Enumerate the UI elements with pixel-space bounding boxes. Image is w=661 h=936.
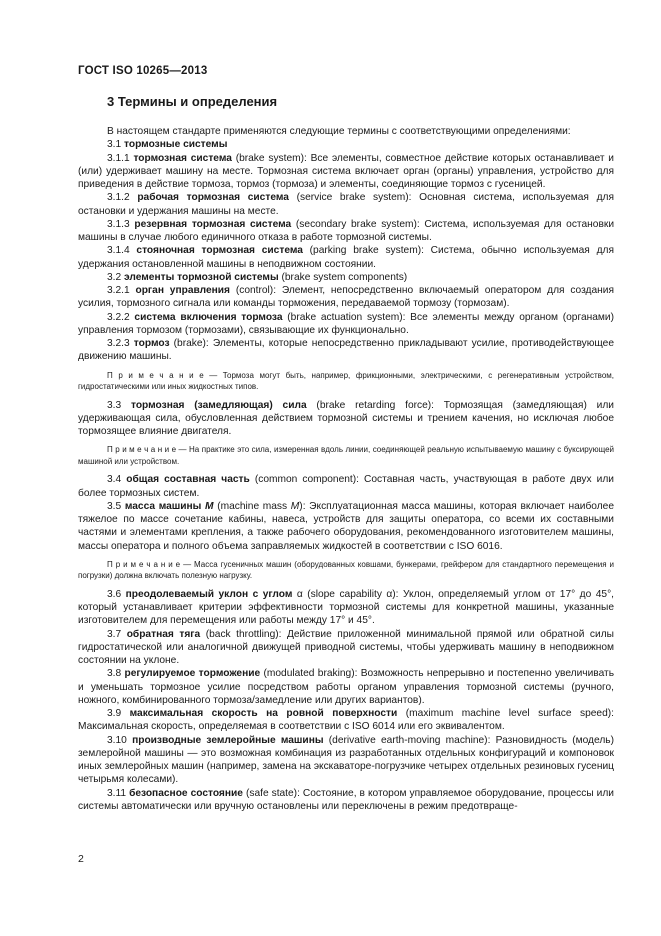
clause-text: (parking brake system): Система, обычно используемая для удержания остановленной машины в неподвижном состоянии. xyxy=(78,245,614,270)
clause-text: (safe state): Состояние, в котором управляемое оборудование, процессы или системы автоматически или вручную остановлены или переключены в режим предотвраще- xyxy=(78,787,614,812)
section-title: 3 Термины и определения xyxy=(107,94,278,109)
document-body xyxy=(78,125,614,813)
clause-3-5 xyxy=(78,500,614,553)
clause-3-4 xyxy=(78,473,614,500)
clause-term: общая составная часть xyxy=(126,474,250,486)
clause-term: рабочая тормозная система xyxy=(137,192,289,204)
clause-text: (brake actuation system): Все элементы между органом (органами) управления тормозом (тормозами), связывающие их функционально. xyxy=(78,311,614,336)
clause-3-1-3 xyxy=(78,218,614,245)
clause-3-2-2 xyxy=(78,311,614,338)
clause-text: (derivative earth-moving machine): Разновидность (модель) землеройной машины — это возможная комбинация из разработанных отдельных конфигураций и компоновок иных землеройных машин (например, замена на экскаваторе-погрузчике четырех отдельных резиновых гусениц четырьмя колесами). xyxy=(78,734,614,786)
alpha-symbol: α xyxy=(296,588,303,600)
clause-3-1-1 xyxy=(78,152,614,192)
clause-term: резервная тормозная система xyxy=(134,218,292,230)
clause-text: (secondary brake system): Система, используемая для остановки машины в случае любого единичного отказа в работе тормозной системы. xyxy=(78,218,615,243)
clause-number: 3.6 xyxy=(107,588,126,600)
clause-text: (brake system): Все элементы, совместное действие которых останавливает и (или) удерживает машину на месте. Тормозная система включает орган (органы) управления, устройство для приведения в действие тормоза, тормоз (тормоза) и элементы, соединяющие тормоз с гусеницей. xyxy=(78,152,614,190)
document-header: ГОСТ ISO 10265—2013 xyxy=(78,65,208,77)
clause-text: (control): Элемент, непосредственно включаемый оператором для создания усилия, тормозного сигнала или команды торможения, передаваемой тормозу (тормозам). xyxy=(78,285,614,310)
clause-3-6 xyxy=(78,588,614,628)
clause-term: система включения тормоза xyxy=(134,311,283,323)
mass-symbol: M xyxy=(205,500,214,512)
clause-number: 3.10 xyxy=(107,734,133,746)
clause-number: 3.2.1 xyxy=(107,285,136,296)
clause-text: (brake retarding force): Тормозящая (замедляющая) или удерживающая сила, обусловленная действием тормозной системы и трением качения, но исключая любое тормозящее влияние двигателя. xyxy=(78,399,614,437)
clause-number: 3.4 xyxy=(107,474,127,486)
intro-paragraph xyxy=(78,125,614,138)
clause-number: 3.7 xyxy=(107,628,127,640)
clause-text: (maximum machine level surface speed): Максимальная скорость, определяемая в соответствии с ISO 6014 или его эквивалентом. xyxy=(78,708,614,733)
clause-term: орган управления xyxy=(135,285,231,296)
clause-3-11 xyxy=(78,787,614,814)
clause-term: регулируемое торможение xyxy=(124,668,261,680)
mass-symbol: M xyxy=(290,500,300,512)
clause-number: 3.2 xyxy=(107,271,124,283)
clause-term: преодолеваемый уклон с углом xyxy=(125,588,297,600)
clause-text: (service brake system): Основная система, используемая для остановки и удержания машины на месте. xyxy=(78,192,614,217)
clause-term: масса машины xyxy=(124,500,206,512)
clause-number: 3.1 xyxy=(107,139,124,151)
clause-number: 3.9 xyxy=(107,708,130,719)
clause-3-3 xyxy=(78,399,614,439)
clause-number: 3.1.1 xyxy=(107,152,134,164)
clause-3-1-4 xyxy=(78,244,614,271)
clause-term: тормоз xyxy=(133,338,170,349)
clause-number: 3.3 xyxy=(107,399,131,411)
clause-number: 3.2.3 xyxy=(107,338,134,349)
clause-text: (brake system components) xyxy=(278,271,408,283)
clause-term: стояночная тормозная система xyxy=(136,245,303,257)
clause-number: 3.1.4 xyxy=(107,245,137,257)
clause-3-8 xyxy=(78,667,614,707)
page-number: 2 xyxy=(78,853,84,865)
note-3: П р и м е ч а н и е — Масса гусеничных машин (оборудованных ковшами, бункерами, грейфером для стандартного перемещения и погрузки) должна включать полезную нагрузку. xyxy=(78,559,614,581)
clause-3-1-2 xyxy=(78,191,614,218)
intro-text: В настоящем стандарте применяются следующие термины с соответствующими определениями: xyxy=(107,126,571,137)
clause-text: (modulated braking): Возможность непрерывно и постепенно увеличивать и уменьшать тормозное усилие посредством работы органом управления тормозной системы (ручного, ножного, комбинированного тормоза/замедление или других вариантов). xyxy=(78,668,615,706)
clause-text: (machine mass xyxy=(213,500,291,512)
clause-term: максимальная скорость на ровной поверхности xyxy=(129,708,398,719)
clause-3-1 xyxy=(78,138,614,151)
clause-text: ): Эксплуатационная масса машины, которая включает наиболее тяжелое по массе сочетание кабины, навеса, устройств для защиты оператора, со всеми их составными частями и элементами крепления, а также рабочего оборудования, рекомендованного изготовителем машины, массы оператора и полного объема заправляемых жидкостей в соответствии с ISO 6016. xyxy=(78,500,614,552)
clause-number: 3.5 xyxy=(107,500,125,512)
clause-term: тормозные системы xyxy=(124,139,228,151)
clause-term: безопасное состояние xyxy=(129,787,243,799)
clause-number: 3.2.2 xyxy=(107,311,135,323)
clause-3-10 xyxy=(78,734,614,787)
clause-term: элементы тормозной системы xyxy=(124,271,279,283)
clause-number: 3.8 xyxy=(107,668,125,680)
clause-3-7 xyxy=(78,628,614,668)
clause-number: 3.1.3 xyxy=(107,218,135,230)
clause-text: (common component): Составная часть, участвующая в работе двух или более тормозных систем. xyxy=(78,474,614,499)
note-2: П р и м е ч а н и е — На практике это сила, измеренная вдоль линии, соединяющей реальную испытываемую машину с буксирующей машиной или устройством. xyxy=(78,445,614,466)
clause-term: тормозная (замедляющая) сила xyxy=(130,399,307,411)
clause-3-9 xyxy=(78,707,614,734)
clause-term: производные землеройные машины xyxy=(132,734,324,746)
clause-3-2-3 xyxy=(78,337,614,364)
clause-term: обратная тяга xyxy=(126,628,201,640)
clause-text: (slope capability α): Уклон, определяемый углом от 17° до 45°, который устанавливает критерии эффективности тормозной системы для конкретной машины, указанные изготовителем для перемещения или работы между 17° и 45°. xyxy=(78,588,614,627)
clause-number: 3.1.2 xyxy=(107,192,138,204)
clause-3-2 xyxy=(78,271,614,284)
clause-text: (back throttling): Действие приложенной минимальной прямой или обратной силы гидростатической или аналогичной движущей приводной системы, чтобы удерживать машину в неподвижном состоянии на уклоне. xyxy=(78,628,614,666)
clause-text: (brake): Элементы, которые непосредственно прикладывают усилие, противодействующее движению машины. xyxy=(78,338,614,363)
note-1: П р и м е ч а н и е — Тормоза могут быть, например, фрикционными, электрическими, с регенеративным устройством, гидростатическими или иных жидкостных типов. xyxy=(78,370,614,391)
clause-term: тормозная система xyxy=(133,152,232,164)
clause-3-2-1 xyxy=(78,284,614,311)
clause-number: 3.11 xyxy=(107,787,130,799)
